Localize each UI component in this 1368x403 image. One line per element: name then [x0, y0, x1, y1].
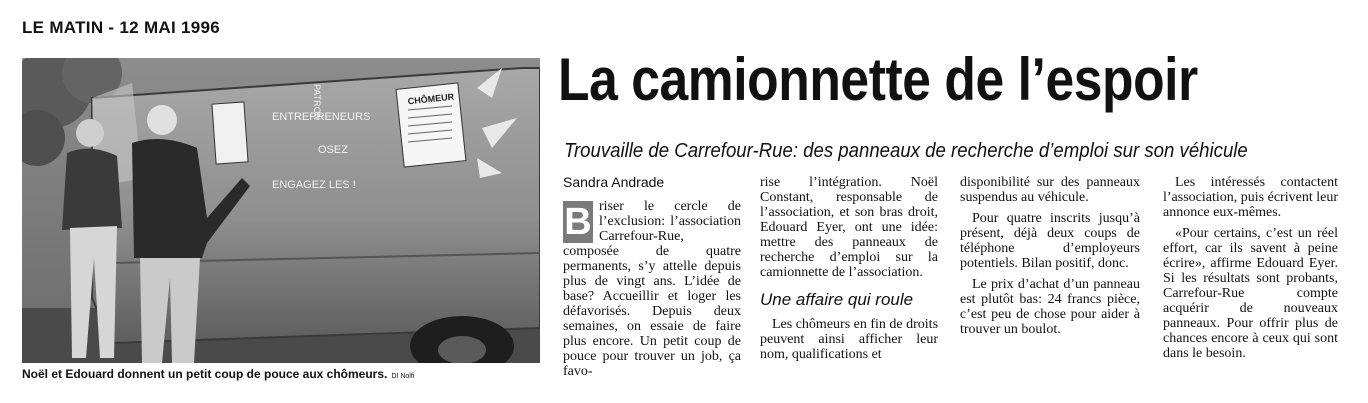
photo-caption [22, 367, 552, 381]
article-photo [22, 58, 540, 363]
masthead: LE MATIN - 12 MAI 1996 [22, 18, 221, 37]
paragraph: Pour quatre inscrits jusqu’à présent, déjà deux coups de téléphone d’employeurs potentiels. Bilan positif, donc. [960, 211, 1140, 271]
subtitle: Trouvaille de Carrefour-Rue: des panneaux de recherche d’emploi sur son véhicule [564, 140, 1248, 162]
article-column-4 [1163, 175, 1338, 361]
paragraph [563, 199, 741, 379]
van-text-patron: PATRON [312, 84, 322, 121]
photo-credit: DI Nolfi [391, 373, 415, 380]
article-column-1 [563, 175, 741, 379]
van-photo-illustration [22, 58, 540, 363]
van-text-engagez: ENGAGEZ LES ! [272, 179, 356, 191]
caption-text: Noël et Edouard donnent un petit coup de pouce aux chômeurs. [22, 367, 388, 381]
sign-title-chomeur: CHÔMEUR [407, 91, 455, 107]
paragraph: Les intéressés contactent l’association, puis écrivent leur annonce eux-mêmes. [1163, 175, 1338, 220]
intertitle: Une affaire qui roule [760, 290, 914, 309]
van-text-entrepreneurs: ENTREPRENEURS [272, 111, 371, 123]
article-column-3 [960, 175, 1140, 337]
paragraph: disponibilité sur des panneaux suspendus au véhicule. [960, 175, 1140, 205]
paragraph: «Pour certains, c’est un réel effort, car ils savent à peine écrire», affirme Edouard Eyer. Si les résultats sont probants, Carrefour-Rue compte acquérir de nouveaux panneaux. Pour offrir plus de chances encore à ceux qui sont dans le besoin. [1163, 226, 1338, 361]
paragraph: Les chômeurs en fin de droits peuvent ainsi afficher leur nom, qualifications et [760, 317, 939, 362]
paragraph: rise l’intégration. Noël Constant, responsable de l’association, et son bras droit, Edouard Eyer, ont une idée: mettre des panneaux de recherche d’emploi sur la camionnette de l’association. [760, 175, 938, 280]
paragraph: Le prix d’achat d’un panneau est plutôt bas: 24 francs pièce, c’est peu de chose pour aider à trouver un boulot. [960, 277, 1140, 337]
headline: La camionnette de l’espoir [558, 46, 1198, 113]
drop-cap: B [564, 201, 592, 243]
paragraph-text: riser le cercle de l’exclusion: l’association Carrefour-Rue, composée de quatre permanents, s’y attelle depuis plus de vingt ans. L’idée de base? Accueillir et loger les défavorisés. Depuis deux semaines, on essaie de faire plus encore. Un petit coup de pouce pour trouver un job, ça favo- [563, 199, 741, 379]
van-text-osez: OSEZ [318, 144, 348, 156]
article-column-2 [760, 175, 938, 362]
author-byline: Sandra Andrade [563, 174, 665, 190]
